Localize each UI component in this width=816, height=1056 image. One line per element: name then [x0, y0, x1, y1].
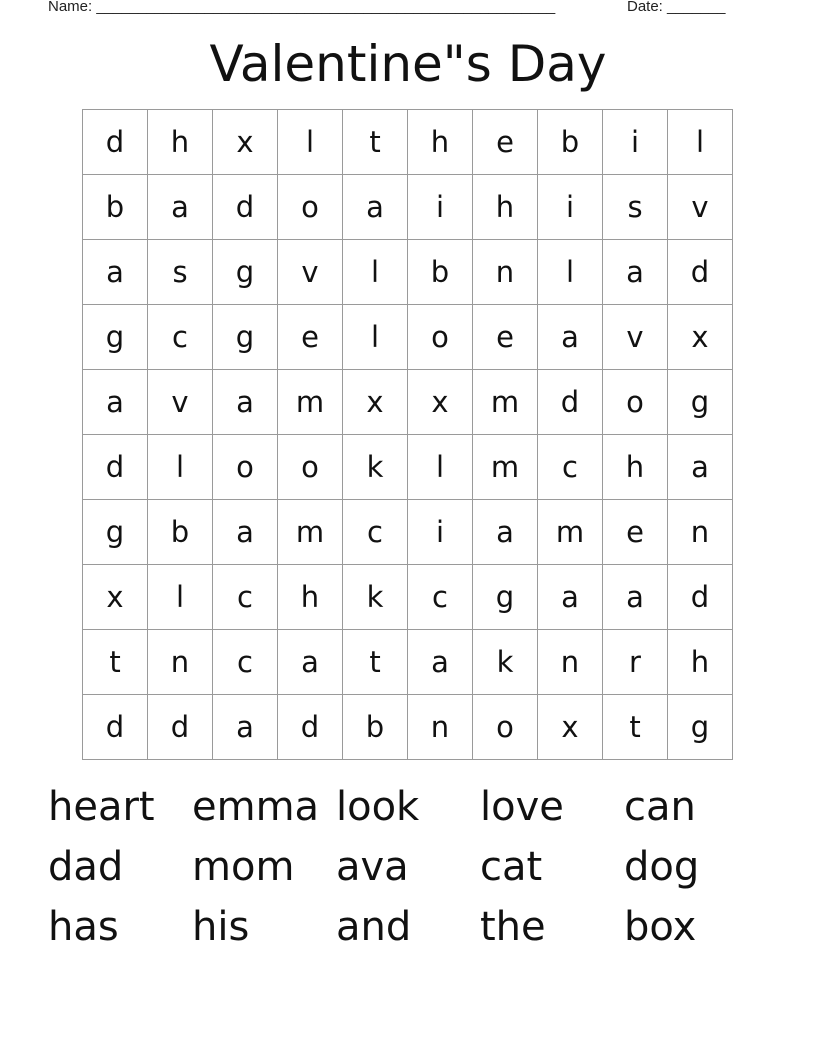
grid-cell: i [408, 175, 473, 240]
grid-cell: b [83, 175, 148, 240]
grid-cell: l [408, 435, 473, 500]
grid-cell: n [538, 630, 603, 695]
grid-cell: a [278, 630, 343, 695]
grid-cell: m [278, 500, 343, 565]
grid-cell: g [668, 695, 733, 760]
word-bank-item: can [624, 784, 696, 830]
grid-cell: o [278, 175, 343, 240]
grid-cell: n [668, 500, 733, 565]
grid-cell: i [408, 500, 473, 565]
grid-cell: x [83, 565, 148, 630]
grid-cell: c [343, 500, 408, 565]
grid-cell: a [668, 435, 733, 500]
grid-cell: a [83, 240, 148, 305]
grid-cell: b [538, 110, 603, 175]
grid-cell: h [603, 435, 668, 500]
grid-cell: g [213, 305, 278, 370]
grid-cell: t [83, 630, 148, 695]
name-field: Name: _______________________________________________________ [48, 0, 556, 15]
grid-cell: v [668, 175, 733, 240]
word-bank [48, 782, 768, 962]
grid-cell: k [473, 630, 538, 695]
grid-cell: a [538, 565, 603, 630]
grid-cell: x [668, 305, 733, 370]
grid-cell: a [213, 500, 278, 565]
grid-cell: o [473, 695, 538, 760]
grid-cell: d [668, 240, 733, 305]
grid-cell: g [83, 305, 148, 370]
grid-cell: c [148, 305, 213, 370]
grid-cell: n [473, 240, 538, 305]
word-bank-item: and [336, 904, 412, 950]
grid-cell: l [148, 435, 213, 500]
grid-cell: l [538, 240, 603, 305]
grid-cell: e [603, 500, 668, 565]
grid-cell: c [213, 630, 278, 695]
grid-cell: o [408, 305, 473, 370]
grid-cell: v [148, 370, 213, 435]
grid-cell: h [473, 175, 538, 240]
word-bank-item: his [192, 904, 250, 950]
word-bank-item: heart [48, 784, 155, 830]
grid-cell: h [408, 110, 473, 175]
grid-cell: m [538, 500, 603, 565]
grid-cell: b [343, 695, 408, 760]
grid-cell: l [668, 110, 733, 175]
grid-cell: v [603, 305, 668, 370]
grid-cell: d [83, 435, 148, 500]
grid-cell: k [343, 435, 408, 500]
grid-cell: a [603, 240, 668, 305]
grid-cell: d [538, 370, 603, 435]
grid-cell: o [278, 435, 343, 500]
grid-cell: h [668, 630, 733, 695]
word-bank-item: mom [192, 844, 295, 890]
grid-cell: t [603, 695, 668, 760]
grid-cell: d [278, 695, 343, 760]
grid-cell: x [408, 370, 473, 435]
grid-cell: g [473, 565, 538, 630]
word-bank-item: dog [624, 844, 700, 890]
word-bank-item: the [480, 904, 546, 950]
grid-cell: d [668, 565, 733, 630]
grid-cell: l [278, 110, 343, 175]
grid-cell: l [343, 305, 408, 370]
word-bank-item: box [624, 904, 697, 950]
grid-cell: k [343, 565, 408, 630]
grid-cell: b [408, 240, 473, 305]
grid-cell: a [148, 175, 213, 240]
grid-cell: t [343, 630, 408, 695]
grid-cell: d [83, 110, 148, 175]
grid-cell: m [278, 370, 343, 435]
word-bank-item: ava [336, 844, 409, 890]
grid-cell: i [603, 110, 668, 175]
grid-cell: g [83, 500, 148, 565]
grid-cell: a [538, 305, 603, 370]
grid-cell: t [343, 110, 408, 175]
grid-cell: h [278, 565, 343, 630]
word-bank-item: emma [192, 784, 320, 830]
grid-cell: a [213, 370, 278, 435]
grid-cell: l [343, 240, 408, 305]
grid-cell: m [473, 435, 538, 500]
word-bank-item: has [48, 904, 119, 950]
grid-cell: c [408, 565, 473, 630]
grid-cell: o [603, 370, 668, 435]
grid-cell: x [213, 110, 278, 175]
grid-cell: b [148, 500, 213, 565]
grid-cell: a [83, 370, 148, 435]
page-title: Valentine"s Day [209, 35, 607, 93]
grid-cell: d [148, 695, 213, 760]
grid-cell: d [83, 695, 148, 760]
grid-cell: d [213, 175, 278, 240]
grid-cell: g [213, 240, 278, 305]
grid-cell: c [538, 435, 603, 500]
grid-cell: r [603, 630, 668, 695]
word-bank-item: cat [480, 844, 543, 890]
grid-cell: a [408, 630, 473, 695]
grid-cell: a [473, 500, 538, 565]
word-bank-item: love [480, 784, 564, 830]
grid-cell: m [473, 370, 538, 435]
date-field: Date: _______ [627, 0, 726, 15]
grid-cell: n [148, 630, 213, 695]
grid-cell: e [473, 110, 538, 175]
grid-cell: c [213, 565, 278, 630]
grid-cell: e [278, 305, 343, 370]
grid-cell: s [603, 175, 668, 240]
word-bank-item: look [336, 784, 420, 830]
grid-cell: l [148, 565, 213, 630]
grid-cell: h [148, 110, 213, 175]
grid-cell: a [213, 695, 278, 760]
grid-cell: x [538, 695, 603, 760]
grid-cell: s [148, 240, 213, 305]
word-bank-item: dad [48, 844, 124, 890]
grid-cell: o [213, 435, 278, 500]
word-search-grid [82, 109, 733, 760]
grid-cell: n [408, 695, 473, 760]
grid-cell: g [668, 370, 733, 435]
grid-cell: i [538, 175, 603, 240]
grid-cell: a [603, 565, 668, 630]
grid-cell: a [343, 175, 408, 240]
grid-cell: e [473, 305, 538, 370]
grid-cell: x [343, 370, 408, 435]
grid-cell: v [278, 240, 343, 305]
